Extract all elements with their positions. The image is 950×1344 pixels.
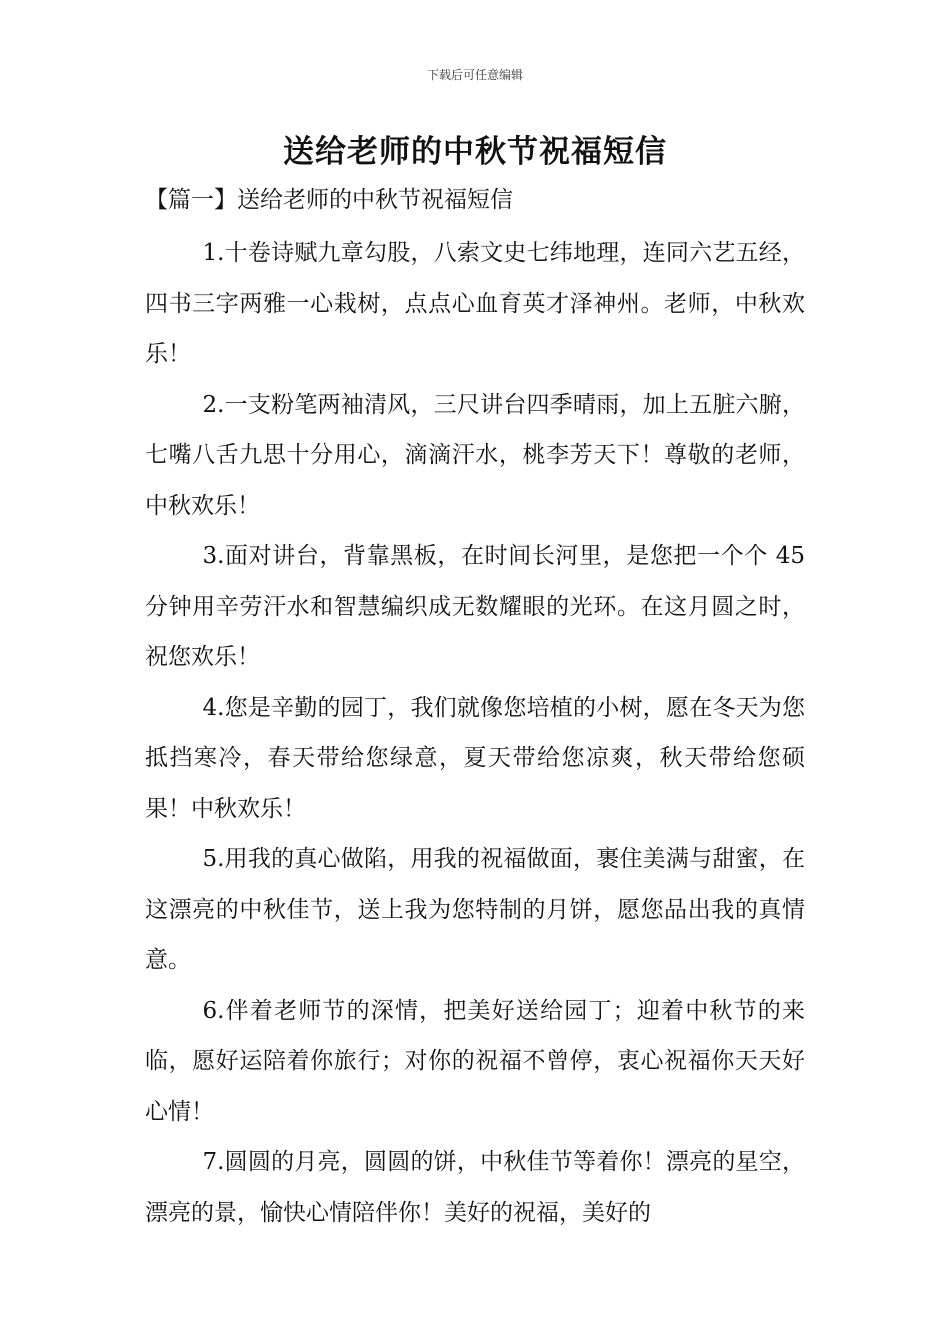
paragraph: 6.伴着老师节的深情，把美好送给园丁；迎着中秋节的来临，愿好运陪着你旅行；对你的祝福不曾停，衷心祝福你天天好心情！	[145, 997, 805, 1125]
section-heading: 【篇一】送给老师的中秋节祝福短信	[145, 187, 513, 213]
paragraph: 4.您是辛勤的园丁，我们就像您培植的小树，愿在冬天为您抵挡寒冷，春天带给您绿意，夏天带给您凉爽，秋天带给您硕果！中秋欢乐！	[145, 694, 805, 822]
header-note: 下载后可任意编辑	[426, 68, 523, 82]
paragraph: 3.面对讲台，背靠黑板，在时间长河里，是您把一个个 45 分钟用辛劳汗水和智慧编织成无数耀眼的光环。在这月圆之时，祝您欢乐！	[145, 543, 805, 670]
body-text	[145, 228, 805, 1238]
document-title: 送给老师的中秋节祝福短信	[283, 134, 667, 170]
paragraph: 1.十卷诗赋九章勾股，八索文史七纬地理，连同六艺五经，四书三字两雅一心栽树，点点心血育英才泽神州。老师，中秋欢乐！	[145, 240, 805, 367]
paragraph: 2.一支粉笔两袖清风，三尺讲台四季晴雨，加上五脏六腑，七嘴八舌九思十分用心，滴滴汗水，桃李芳天下！尊敬的老师，中秋欢乐！	[145, 391, 805, 519]
paragraph: 5.用我的真心做陷，用我的祝福做面，裹住美满与甜蜜，在这漂亮的中秋佳节，送上我为您特制的月饼，愿您品出我的真情意。	[145, 846, 805, 973]
paragraph: 7.圆圆的月亮，圆圆的饼，中秋佳节等着你！漂亮的星空，漂亮的景，愉快心情陪伴你！美好的祝福，美好的	[145, 1149, 805, 1226]
